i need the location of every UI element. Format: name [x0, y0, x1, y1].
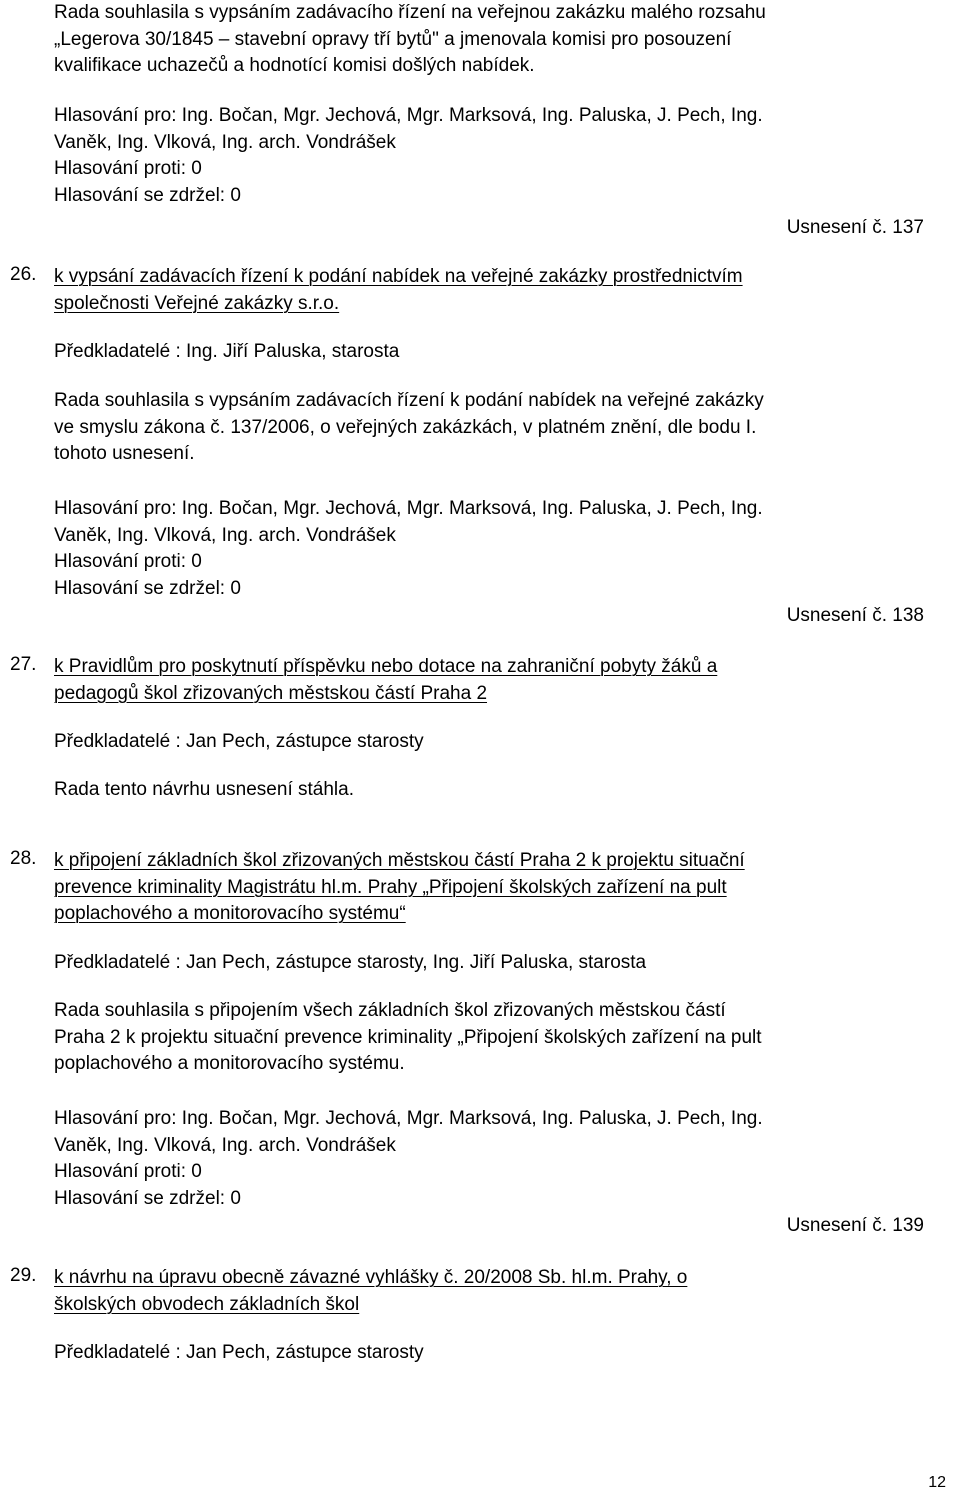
title-line: prevence kriminality Magistrátu hl.m. Prahy „Připojení školských zařízení na pult — [54, 876, 727, 898]
text-line: Vaněk, Ing. Vlková, Ing. arch. Vondrášek — [54, 524, 396, 546]
text-line: Hlasování se zdržel: 0 — [54, 184, 241, 206]
title-line: k Pravidlům pro poskytnutí příspěvku nebo dotace na zahraniční pobyty žáků a — [54, 656, 718, 677]
text-line: Rada souhlasila s vypsáním zadávacího řízení na veřejnou zakázku malého rozsahu — [54, 2, 766, 23]
text-line: Vaněk, Ing. Vlková, Ing. arch. Vondrášek — [54, 1134, 396, 1156]
item-title — [54, 848, 934, 928]
text-line: poplachového a monitorovacího systému. — [54, 1053, 405, 1074]
item-title — [54, 1265, 934, 1318]
title-line: pedagogů škol zřizovaných městskou částí Praha 2 — [54, 682, 488, 704]
text-line: Předkladatelé : Ing. Jiří Paluska, starosta — [54, 341, 400, 362]
item-number: 29. — [10, 1265, 37, 1286]
text-line: Hlasování proti: 0 — [54, 1161, 202, 1182]
title-line: k vypsání zadávacích řízení k podání nabídek na veřejné zakázky prostřednictvím — [54, 266, 743, 287]
text-line: ve smyslu zákona č. 137/2006, o veřejných zakázkách, v platném znění, dle bodu I. — [54, 416, 757, 438]
text-line: Hlasování se zdržel: 0 — [54, 1187, 241, 1209]
vote-block-1 — [54, 103, 934, 209]
presenters — [54, 1340, 934, 1367]
vote-block-2 — [54, 496, 934, 602]
text-line: Předkladatelé : Jan Pech, zástupce starosty — [54, 731, 424, 752]
text-line: „Legerova 30/1845 – stavební opravy tří bytů" a jmenovala komisi pro posouzení — [54, 28, 732, 50]
page-number: 12 — [928, 1474, 946, 1491]
text-line: Předkladatelé : Jan Pech, zástupce starosty, Ing. Jiří Paluska, starosta — [54, 952, 647, 973]
text-line: Hlasování pro: Ing. Bočan, Mgr. Jechová, Mgr. Marksová, Ing. Paluska, J. Pech, Ing. — [54, 498, 763, 519]
text-line: Rada tento návrhu usnesení stáhla. — [54, 779, 354, 800]
text-line: Rada souhlasila s vypsáním zadávacích řízení k podání nabídek na veřejné zakázky — [54, 390, 764, 411]
item-title — [54, 264, 934, 317]
item-number: 28. — [10, 848, 37, 869]
resolution-number: Usnesení č. 138 — [786, 605, 924, 626]
intro-paragraph — [54, 0, 934, 80]
presenters — [54, 950, 934, 977]
vote-block-3 — [54, 1106, 934, 1212]
presenters — [54, 339, 934, 366]
resolution-number: Usnesení č. 137 — [786, 217, 924, 238]
title-line: poplachového a monitorovacího systému“ — [54, 903, 406, 924]
title-line: k návrhu na úpravu obecně závazné vyhlášky č. 20/2008 Sb. hl.m. Prahy, o — [54, 1267, 688, 1288]
title-line: společnosti Veřejné zakázky s.r.o. — [54, 292, 340, 314]
text-line: Vaněk, Ing. Vlková, Ing. arch. Vondrášek — [54, 131, 396, 153]
text-line: Hlasování proti: 0 — [54, 158, 202, 179]
title-line: k připojení základních škol zřizovaných městskou částí Praha 2 k projektu situační — [54, 850, 745, 871]
resolution-text — [54, 998, 934, 1078]
resolution-number: Usnesení č. 139 — [786, 1215, 924, 1236]
text-line: Rada souhlasila s připojením všech základních škol zřizovaných městskou částí — [54, 1000, 726, 1021]
title-line: školských obvodech základních škol — [54, 1293, 360, 1315]
item-number: 27. — [10, 654, 37, 675]
resolution-text — [54, 388, 934, 468]
presenters — [54, 729, 934, 756]
text-line: Předkladatelé : Jan Pech, zástupce starosty — [54, 1342, 424, 1363]
text-line: Hlasování pro: Ing. Bočan, Mgr. Jechová, Mgr. Marksová, Ing. Paluska, J. Pech, Ing. — [54, 1108, 763, 1129]
item-number: 26. — [10, 264, 37, 285]
text-line: kvalifikace uchazečů a hodnotící komisi došlých nabídek. — [54, 55, 535, 76]
resolution-text — [54, 777, 934, 804]
text-line: Praha 2 k projektu situační prevence kriminality „Připojení školských zařízení na pult — [54, 1026, 762, 1048]
text-line: Hlasování pro: Ing. Bočan, Mgr. Jechová, Mgr. Marksová, Ing. Paluska, J. Pech, Ing. — [54, 105, 763, 126]
text-line: Hlasování proti: 0 — [54, 551, 202, 572]
text-line: tohoto usnesení. — [54, 443, 195, 464]
item-title — [54, 654, 934, 707]
text-line: Hlasování se zdržel: 0 — [54, 577, 241, 599]
